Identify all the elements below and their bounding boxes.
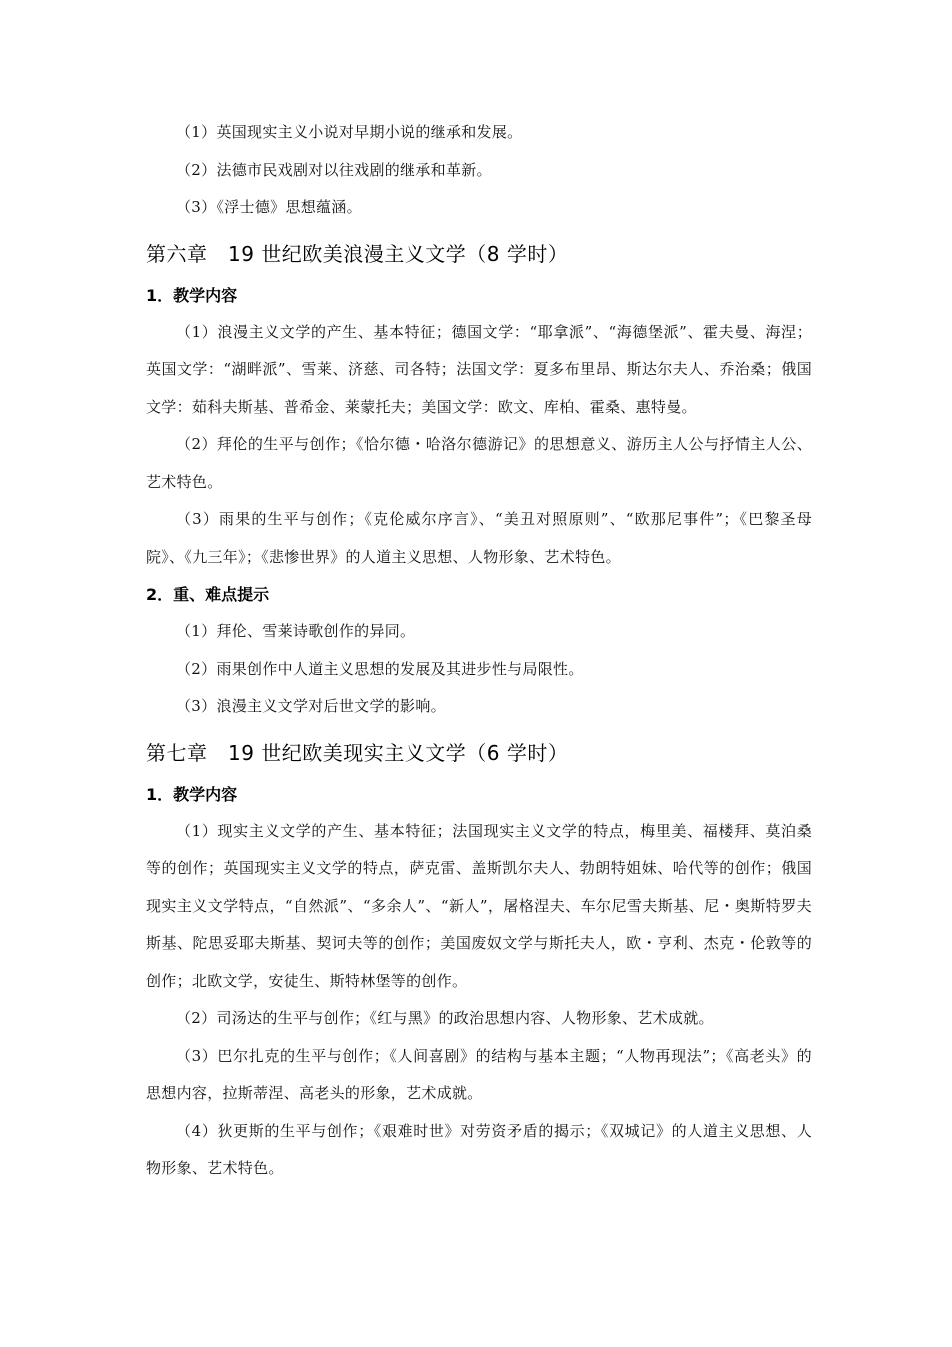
chapter-7-paragraph: （1）现实主义文学的产生、基本特征；法国现实主义文学的特点，梅里美、福楼拜、莫泊桑等的创作；英国现实主义文学的特点，萨克雷、盖斯凯尔夫人、勃朗特姐妹、哈代等的创作；俄国现实主义文学特点，“自然派”、“多余人”、“新人”，屠格涅夫、车尔尼雪夫斯基、尼・奥斯特罗夫斯基、陀思妥耶夫斯基、契诃夫等的创作；美国废奴文学与斯托夫人，欧・亨利、杰克・伦敦等的创作；北欧文学，安徒生、斯特林堡等的创作。 (146, 821, 812, 990)
chapter-7-paragraph: （3）巴尔扎克的生平与创作；《人间喜剧》的结构与基本主题；“人物再现法”；《高老头》的思想内容，拉斯蒂涅、高老头的形象，艺术成就。 (146, 1046, 812, 1102)
chapter-6-section-1-title: 1．教学内容 (146, 285, 238, 305)
chapter-6-key-point: （3）浪漫主义文学对后世文学的影响。 (176, 697, 446, 715)
chapter-6-section-2-title: 2．重、难点提示 (146, 585, 270, 604)
chapter-6-paragraph: （3）雨果的生平与创作；《克伦威尔序言》、“美丑对照原则”、“欧那尼事件”；《巴黎圣母院》、《九三年》；《悲惨世界》的人道主义思想、人物形象、艺术特色。 (146, 510, 812, 566)
chapter-6-key-point: （2）雨果创作中人道主义思想的发展及其进步性与局限性。 (176, 659, 584, 678)
chapter-6-key-point: （1）拜伦、雪莱诗歌创作的异同。 (176, 622, 416, 640)
intro-item: （2）法德市民戏剧对以往戏剧的继承和革新。 (176, 160, 492, 179)
chapter-7-paragraph: （2）司汤达的生平与创作；《红与黑》的政治思想内容、人物形象、艺术成就。 (176, 1009, 714, 1027)
chapter-7-paragraph: （4）狄更斯的生平与创作；《艰难时世》对劳资矛盾的揭示；《双城记》的人道主义思想、人物形象、艺术特色。 (146, 1121, 812, 1177)
intro-item: （1）英国现实主义小说对早期小说的继承和发展。 (176, 123, 523, 141)
chapter-6-title: 第六章 19 世纪欧美浪漫主义文学（8 学时） (146, 241, 569, 266)
document-page (146, 114, 812, 1188)
chapter-7-section-1-title: 1．教学内容 (146, 784, 238, 804)
chapter-6-paragraph: （2）拜伦的生平与创作；《恰尔德・哈洛尔德游记》的思想意义、游历主人公与抒情主人公、艺术特色。 (146, 435, 812, 491)
chapter-6-paragraph: （1）浪漫主义文学的产生、基本特征；德国文学：“耶拿派”、“海德堡派”、霍夫曼、海涅；英国文学：“湖畔派”、雪莱、济慈、司各特；法国文学：夏多布里昂、斯达尔夫人、乔治桑；俄国文学：茹科夫斯基、普希金、莱蒙托夫；美国文学：欧文、库柏、霍桑、惠特曼。 (146, 322, 812, 416)
chapter-7-title: 第七章 19 世纪欧美现实主义文学（6 学时） (146, 740, 569, 765)
intro-item: （3）《浮士德》思想蕴涵。 (176, 198, 362, 216)
